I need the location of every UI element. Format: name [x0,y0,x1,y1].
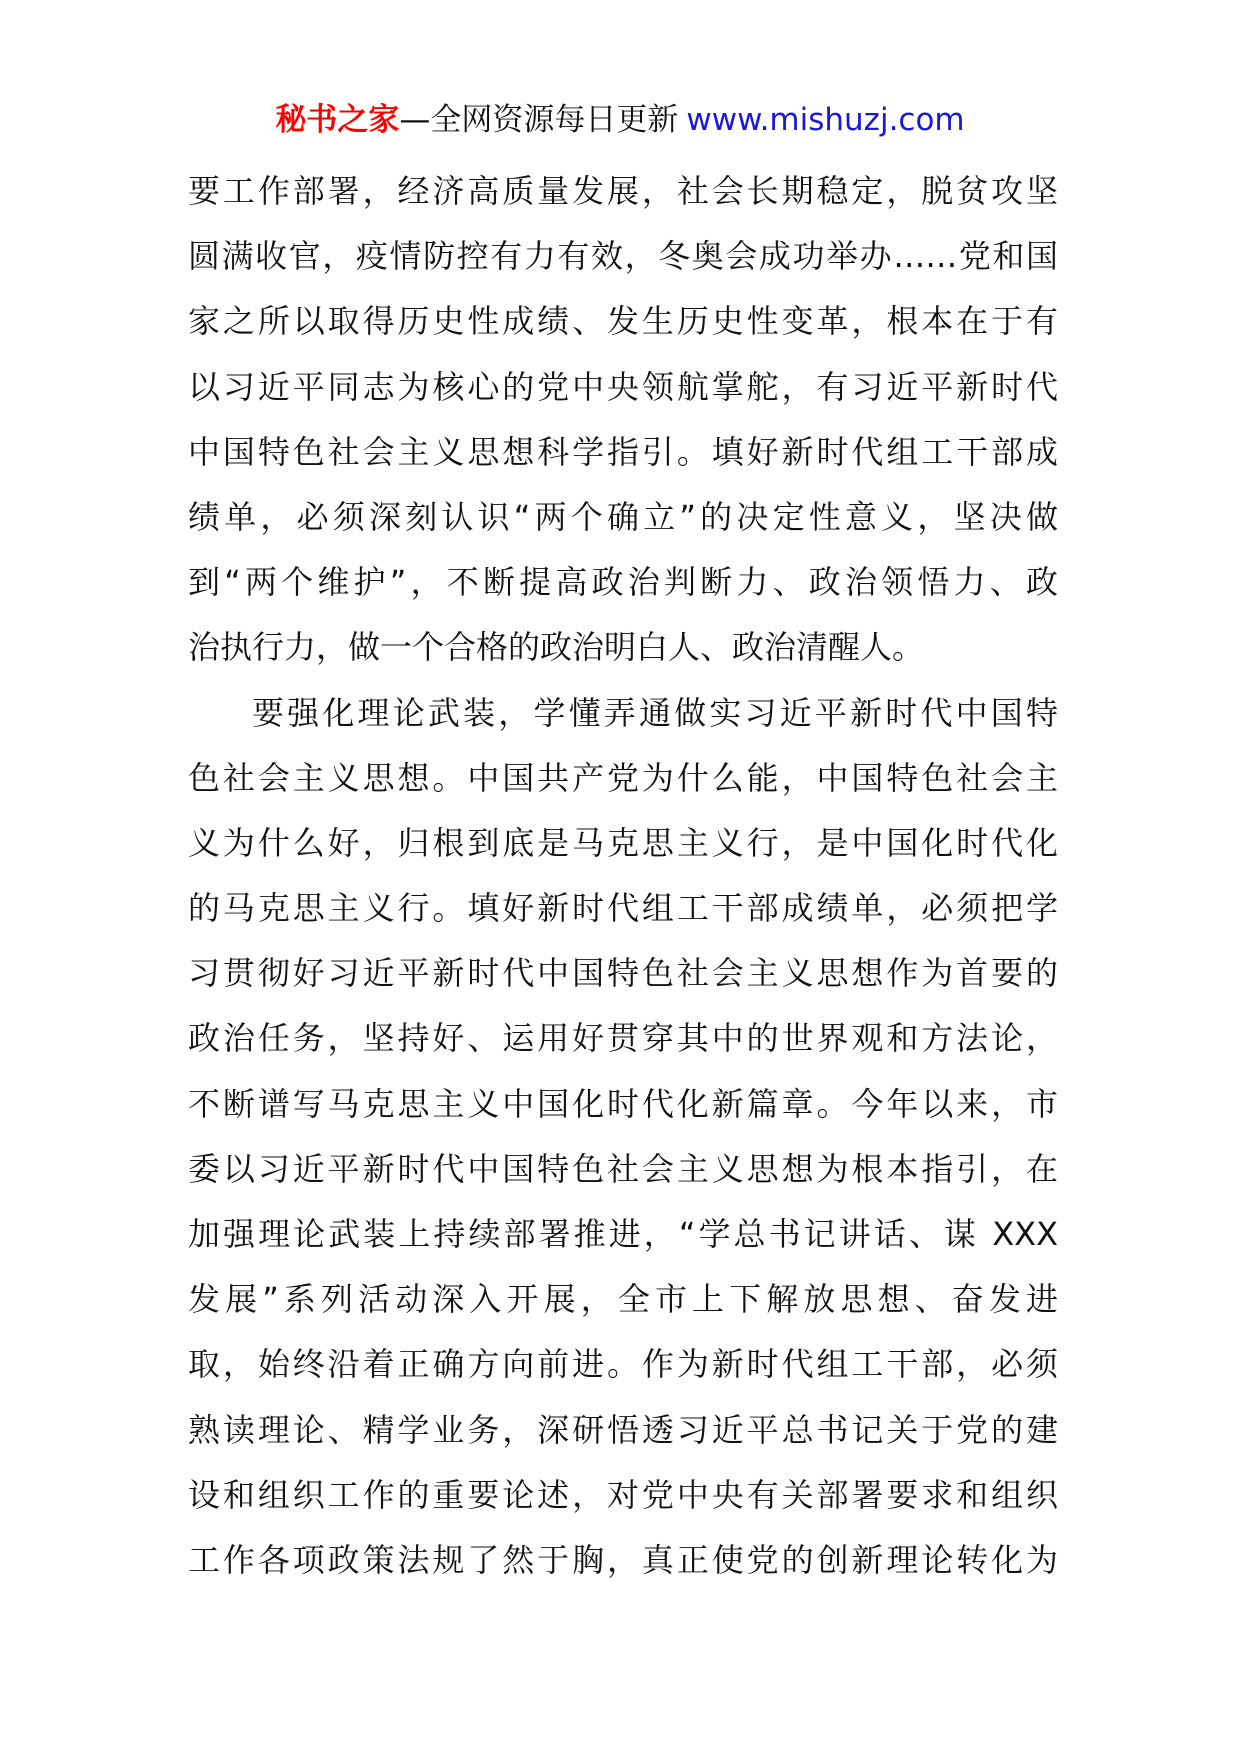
text-line: 义为什么好，归根到底是马克思主义行，是中国化时代化 [188,823,1058,862]
text-line: 不断谱写马克思主义中国化时代化新篇章。今年以来，市 [188,1084,1058,1123]
text-line: 绩单，必须深刻认识“两个确立”的决定性意义，坚决做 [188,497,1058,536]
text-line: 熟读理论、精学业务，深研悟透习近平总书记关于党的建 [188,1410,1058,1449]
text-line: 设和组织工作的重要论述，对党中央有关部署要求和组织 [188,1475,1058,1514]
text-line: 要工作部署，经济高质量发展，社会长期稳定，脱贫攻坚 [188,172,1058,210]
text-line: 以习近平同志为核心的党中央领航掌舵，有习近平新时代 [188,367,1058,406]
paragraph-1 [188,159,1058,681]
text-line: 圆满收官，疫情防控有力有效，冬奥会成功举办……党和国 [188,237,1058,276]
text-line: 政治任务，坚持好、运用好贯穿其中的世界观和方法论， [188,1019,1058,1058]
paragraph-2 [188,681,1058,1594]
text-line: 加强理论武装上持续部署推进，“学总书记讲话、谋 XXX [188,1215,1058,1253]
text-line: 治执行力，做一个合格的政治明白人、政治清醒人。 [188,628,925,667]
text-line: 要强化理论武装，学懂弄通做实习近平新时代中国特 [252,693,1058,732]
text-line: 工作各项政策法规了然于胸，真正使党的创新理论转化为 [188,1540,1058,1579]
header-tagline: —全网资源每日更新 [399,102,679,138]
site-url-link[interactable]: www.mishuzj.com [686,102,965,138]
text-line: 取，始终沿着正确方向前进。作为新时代组工干部，必须 [188,1345,1058,1384]
text-line: 家之所以取得历史性成绩、发生历史性变革，根本在于有 [188,302,1058,341]
page-header [0,98,1240,142]
brand-name: 秘书之家 [275,102,400,138]
text-line: 色社会主义思想。中国共产党为什么能，中国特色社会主 [188,758,1058,797]
text-line: 委以习近平新时代中国特色社会主义思想为根本指引，在 [188,1149,1058,1188]
text-line: 中国特色社会主义思想科学指引。填好新时代组工干部成 [188,432,1058,471]
text-line: 的马克思主义行。填好新时代组工干部成绩单，必须把学 [188,889,1058,928]
text-line: 到“两个维护”，不断提高政治判断力、政治领悟力、政 [188,563,1058,602]
text-line: 习贯彻好习近平新时代中国特色社会主义思想作为首要的 [188,954,1058,993]
text-line: 发展”系列活动深入开展，全市上下解放思想、奋发进 [188,1280,1058,1319]
document-body [188,159,1058,1593]
